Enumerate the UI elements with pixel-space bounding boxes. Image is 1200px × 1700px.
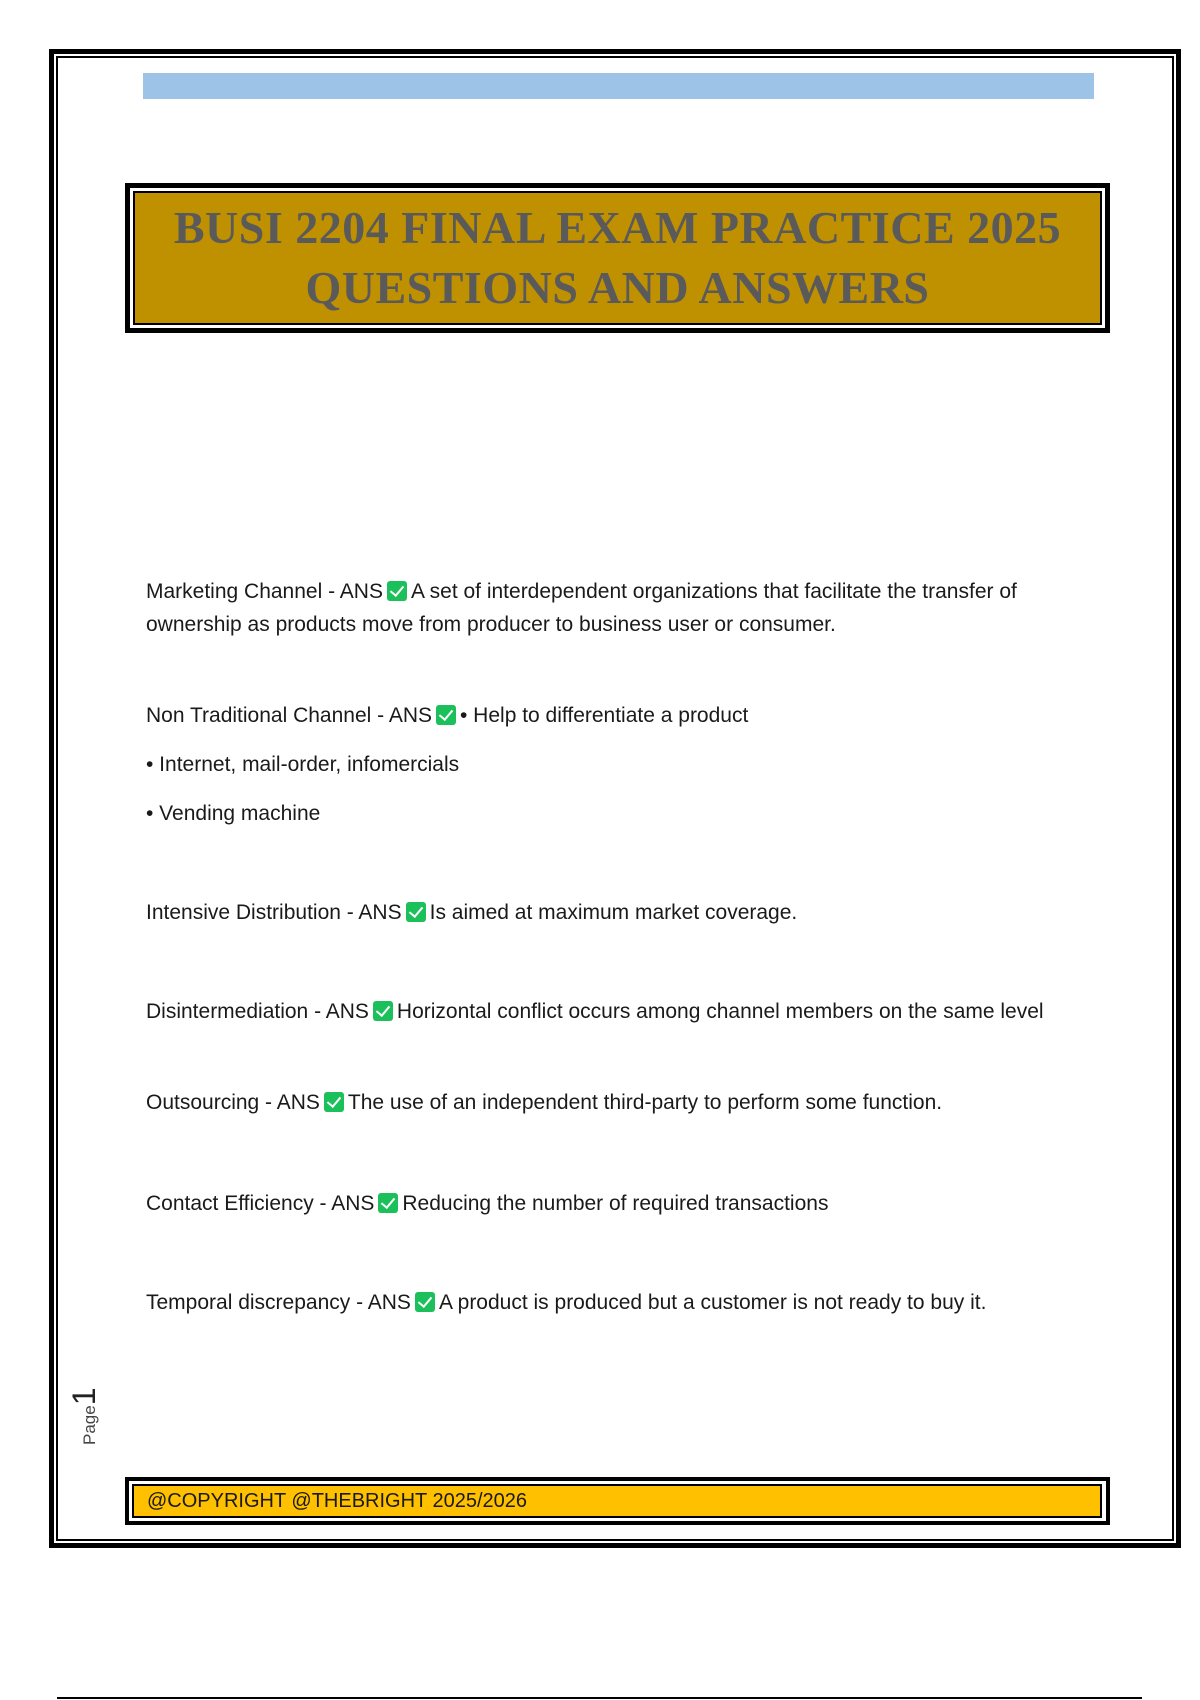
copyright-text: @COPYRIGHT @THEBRIGHT 2025/2026 — [147, 1489, 527, 1512]
qa-term: Disintermediation - ANS — [146, 1000, 369, 1023]
page-number-label — [66, 1385, 126, 1445]
qa-term: Contact Efficiency - ANS — [146, 1192, 375, 1215]
check-mark-icon — [373, 1001, 393, 1021]
check-mark-icon — [387, 581, 407, 601]
bullet-item: • Vending machine — [146, 802, 321, 825]
qa-term: Marketing Channel - ANS — [146, 580, 383, 603]
check-mark-icon — [324, 1092, 344, 1112]
qa-item — [146, 896, 1096, 929]
qa-answer: Is aimed at maximum market coverage. — [429, 901, 798, 924]
qa-answer: A product is produced but a customer is not ready to buy it. — [438, 1291, 987, 1314]
qa-answer: The use of an independent third-party to perform some function. — [347, 1091, 943, 1114]
page-word: Page — [80, 1405, 99, 1445]
qa-term: Intensive Distribution - ANS — [146, 901, 402, 924]
qa-term: Outsourcing - ANS — [146, 1091, 320, 1114]
qa-list — [146, 575, 1096, 1319]
qa-term: Non Traditional Channel - ANS — [146, 704, 432, 727]
qa-answer: Reducing the number of required transactions — [402, 1192, 829, 1215]
qa-item — [146, 1187, 1096, 1220]
bottom-divider — [57, 1697, 1142, 1699]
title-box — [133, 191, 1102, 325]
page-number: 1 — [66, 1387, 102, 1406]
check-mark-icon — [406, 902, 426, 922]
bullet-item: • Internet, mail-order, infomercials — [146, 753, 460, 776]
qa-item — [146, 575, 1096, 641]
qa-answer: A set of interdependent organizations that facilitate the transfer of ownership as products move from producer to business user or consumer. — [146, 580, 1017, 636]
check-mark-icon — [436, 705, 456, 725]
qa-item — [146, 699, 1096, 732]
qa-item — [146, 1286, 1096, 1319]
title-line-1: BUSI 2204 FINAL EXAM PRACTICE 2025 — [173, 202, 1062, 253]
qa-answer: Horizontal conflict occurs among channel members on the same level — [396, 1000, 1044, 1023]
qa-answer: • Help to differentiate a product — [460, 704, 749, 727]
check-mark-icon — [415, 1292, 435, 1312]
qa-item — [146, 1086, 1096, 1119]
title-line-2: QUESTIONS AND ANSWERS — [305, 262, 930, 313]
footer-box — [132, 1484, 1102, 1518]
check-mark-icon — [378, 1193, 398, 1213]
header-band — [143, 73, 1094, 99]
qa-item — [146, 995, 1096, 1028]
qa-term: Temporal discrepancy - ANS — [146, 1291, 411, 1314]
